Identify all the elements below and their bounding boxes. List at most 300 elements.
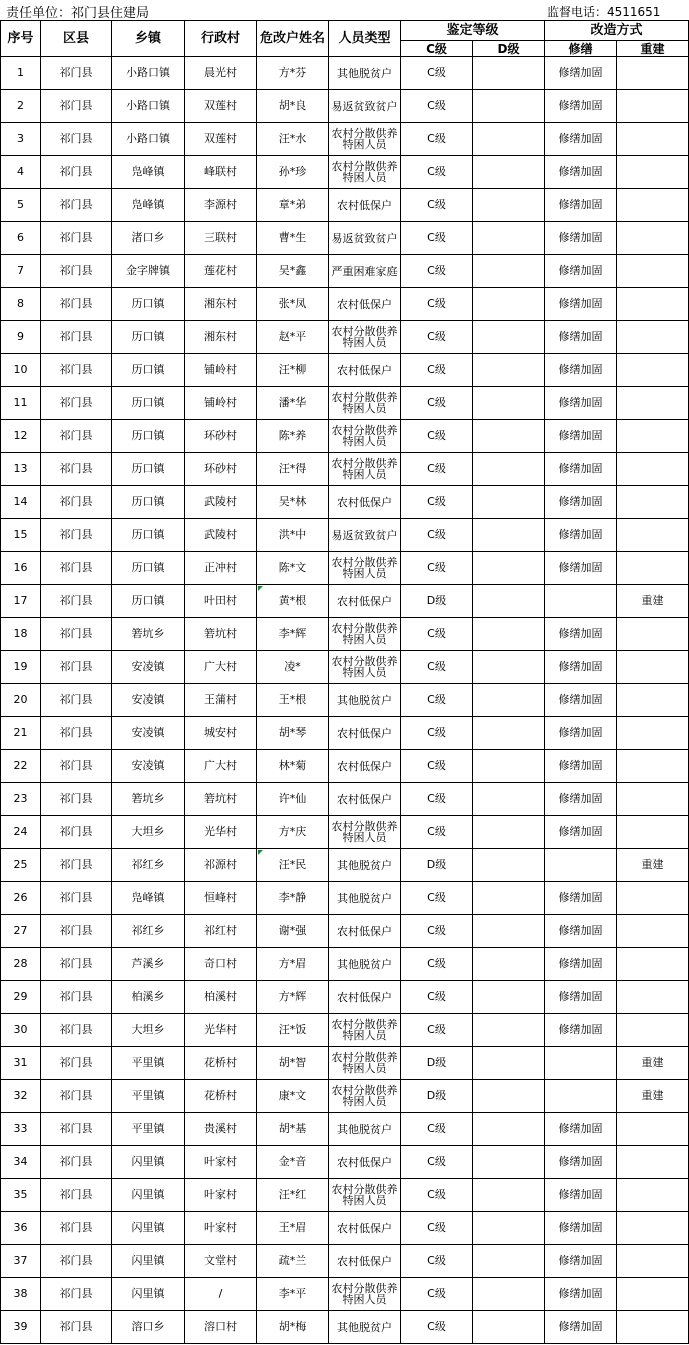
row-name: 汪*水 — [257, 123, 329, 156]
table-row — [1, 453, 689, 486]
table-row — [1, 156, 689, 189]
table-row — [1, 816, 689, 849]
row-repair: 修缮加固 — [545, 651, 617, 684]
table-row — [1, 90, 689, 123]
row-person-type: 农村低保户 — [329, 288, 401, 321]
row-grade-d — [473, 1080, 545, 1113]
table-row — [1, 1014, 689, 1047]
row-county: 祁门县 — [41, 453, 112, 486]
row-rebuild — [617, 1179, 689, 1212]
row-grade-d — [473, 1179, 545, 1212]
row-grade-d — [473, 1113, 545, 1146]
row-repair: 修缮加固 — [545, 90, 617, 123]
row-rebuild — [617, 387, 689, 420]
row-village: 湘东村 — [185, 288, 257, 321]
row-person-type: 农村分散供养特困人员 — [329, 1080, 401, 1113]
row-name: 李*辉 — [257, 618, 329, 651]
row-repair — [545, 849, 617, 882]
row-village: 叶家村 — [185, 1179, 257, 1212]
row-seq: 32 — [1, 1080, 41, 1113]
row-village: 武陵村 — [185, 486, 257, 519]
row-town: 箬坑乡 — [112, 783, 185, 816]
table-row — [1, 750, 689, 783]
row-seq: 18 — [1, 618, 41, 651]
row-county: 祁门县 — [41, 519, 112, 552]
row-grade-c: C级 — [401, 1278, 473, 1311]
row-county: 祁门县 — [41, 354, 112, 387]
row-county: 祁门县 — [41, 1014, 112, 1047]
row-rebuild — [617, 354, 689, 387]
row-county: 祁门县 — [41, 750, 112, 783]
row-repair: 修缮加固 — [545, 552, 617, 585]
row-person-type: 其他脱贫户 — [329, 684, 401, 717]
table-row — [1, 1278, 689, 1311]
row-county: 祁门县 — [41, 948, 112, 981]
row-county: 祁门县 — [41, 684, 112, 717]
row-grade-c: C级 — [401, 453, 473, 486]
row-person-type: 农村低保户 — [329, 783, 401, 816]
row-seq: 13 — [1, 453, 41, 486]
row-name: 陈*养 — [257, 420, 329, 453]
table-row — [1, 618, 689, 651]
table-row — [1, 189, 689, 222]
row-grade-d — [473, 222, 545, 255]
row-grade-d — [473, 849, 545, 882]
row-grade-c: C级 — [401, 816, 473, 849]
row-name: 胡*梅 — [257, 1311, 329, 1344]
row-grade-c: C级 — [401, 651, 473, 684]
row-name: 胡*智 — [257, 1047, 329, 1080]
row-person-type: 农村分散供养特困人员 — [329, 1179, 401, 1212]
row-village: 莲花村 — [185, 255, 257, 288]
row-seq: 15 — [1, 519, 41, 552]
row-name: 吴*林 — [257, 486, 329, 519]
row-name: 胡*琴 — [257, 717, 329, 750]
row-grade-c: C级 — [401, 420, 473, 453]
row-grade-d — [473, 882, 545, 915]
row-county: 祁门县 — [41, 1080, 112, 1113]
row-village: 光华村 — [185, 1014, 257, 1047]
row-grade-d — [473, 57, 545, 90]
row-county: 祁门县 — [41, 255, 112, 288]
row-town: 闪里镇 — [112, 1179, 185, 1212]
row-person-type: 农村分散供养特困人员 — [329, 651, 401, 684]
row-name: 洪*中 — [257, 519, 329, 552]
table-row — [1, 882, 689, 915]
row-repair: 修缮加固 — [545, 156, 617, 189]
row-village: / — [185, 1278, 257, 1311]
row-rebuild — [617, 552, 689, 585]
row-seq: 17 — [1, 585, 41, 618]
row-grade-d — [473, 651, 545, 684]
row-grade-c: C级 — [401, 189, 473, 222]
row-county: 祁门县 — [41, 882, 112, 915]
row-grade-d — [473, 717, 545, 750]
row-seq: 31 — [1, 1047, 41, 1080]
renovation-table — [0, 20, 689, 1344]
row-repair: 修缮加固 — [545, 255, 617, 288]
col-rebuild: 重建 — [617, 41, 689, 57]
table-row — [1, 387, 689, 420]
row-repair: 修缮加固 — [545, 420, 617, 453]
row-name: 方*庆 — [257, 816, 329, 849]
row-rebuild — [617, 651, 689, 684]
table-row — [1, 849, 689, 882]
row-seq: 37 — [1, 1245, 41, 1278]
row-grade-d — [473, 948, 545, 981]
row-grade-d — [473, 387, 545, 420]
row-county: 祁门县 — [41, 1113, 112, 1146]
row-town: 小路口镇 — [112, 57, 185, 90]
row-grade-d — [473, 156, 545, 189]
row-grade-c: D级 — [401, 849, 473, 882]
row-village: 祁红村 — [185, 915, 257, 948]
row-village: 叶家村 — [185, 1146, 257, 1179]
row-village: 铺岭村 — [185, 387, 257, 420]
row-town: 安凌镇 — [112, 684, 185, 717]
row-seq: 20 — [1, 684, 41, 717]
row-name: 李*静 — [257, 882, 329, 915]
row-grade-d — [473, 288, 545, 321]
row-name: 张*凤 — [257, 288, 329, 321]
table-row — [1, 255, 689, 288]
row-repair: 修缮加固 — [545, 684, 617, 717]
row-rebuild — [617, 1278, 689, 1311]
col-seq: 序号 — [1, 21, 41, 57]
row-repair: 修缮加固 — [545, 189, 617, 222]
row-person-type: 其他脱贫户 — [329, 1113, 401, 1146]
row-name: 胡*基 — [257, 1113, 329, 1146]
row-county: 祁门县 — [41, 90, 112, 123]
row-county: 祁门县 — [41, 222, 112, 255]
row-village: 铺岭村 — [185, 354, 257, 387]
row-seq: 28 — [1, 948, 41, 981]
row-town: 溶口乡 — [112, 1311, 185, 1344]
row-county: 祁门县 — [41, 915, 112, 948]
row-grade-c: D级 — [401, 1047, 473, 1080]
row-rebuild — [617, 519, 689, 552]
row-grade-c: C级 — [401, 552, 473, 585]
row-repair — [545, 1047, 617, 1080]
table-row — [1, 981, 689, 1014]
row-name: 汪*民 — [257, 849, 329, 882]
row-repair: 修缮加固 — [545, 453, 617, 486]
row-county: 祁门县 — [41, 1146, 112, 1179]
row-town: 金字牌镇 — [112, 255, 185, 288]
row-grade-c: C级 — [401, 618, 473, 651]
row-county: 祁门县 — [41, 1047, 112, 1080]
row-grade-d — [473, 816, 545, 849]
row-seq: 12 — [1, 420, 41, 453]
row-seq: 29 — [1, 981, 41, 1014]
row-town: 历口镇 — [112, 288, 185, 321]
row-county: 祁门县 — [41, 552, 112, 585]
row-rebuild — [617, 1212, 689, 1245]
row-rebuild: 重建 — [617, 1047, 689, 1080]
row-seq: 26 — [1, 882, 41, 915]
row-grade-d — [473, 981, 545, 1014]
table-row — [1, 1047, 689, 1080]
row-person-type: 农村低保户 — [329, 585, 401, 618]
row-rebuild — [617, 1146, 689, 1179]
row-village: 环砂村 — [185, 420, 257, 453]
row-village: 贵溪村 — [185, 1113, 257, 1146]
row-repair: 修缮加固 — [545, 1245, 617, 1278]
row-village: 柏溪村 — [185, 981, 257, 1014]
row-rebuild: 重建 — [617, 1080, 689, 1113]
row-town: 柏溪乡 — [112, 981, 185, 1014]
row-village: 李源村 — [185, 189, 257, 222]
row-county: 祁门县 — [41, 420, 112, 453]
col-person-type: 人员类型 — [329, 21, 401, 57]
row-town: 历口镇 — [112, 420, 185, 453]
row-county: 祁门县 — [41, 783, 112, 816]
row-person-type: 易返贫致贫户 — [329, 90, 401, 123]
row-rebuild — [617, 156, 689, 189]
row-town: 历口镇 — [112, 585, 185, 618]
row-grade-c: C级 — [401, 123, 473, 156]
row-rebuild — [617, 321, 689, 354]
row-town: 渚口乡 — [112, 222, 185, 255]
row-grade-d — [473, 321, 545, 354]
row-rebuild — [617, 486, 689, 519]
row-seq: 11 — [1, 387, 41, 420]
row-seq: 25 — [1, 849, 41, 882]
row-village: 箬坑村 — [185, 783, 257, 816]
row-rebuild — [617, 684, 689, 717]
row-name: 赵*平 — [257, 321, 329, 354]
table-row — [1, 1179, 689, 1212]
row-town: 历口镇 — [112, 552, 185, 585]
row-grade-c: C级 — [401, 684, 473, 717]
row-repair: 修缮加固 — [545, 1014, 617, 1047]
row-person-type: 农村分散供养特困人员 — [329, 1047, 401, 1080]
row-grade-d — [473, 1212, 545, 1245]
row-village: 三联村 — [185, 222, 257, 255]
sheet-header — [0, 0, 689, 20]
row-person-type: 易返贫致贫户 — [329, 222, 401, 255]
row-town: 平里镇 — [112, 1047, 185, 1080]
row-seq: 6 — [1, 222, 41, 255]
row-repair: 修缮加固 — [545, 981, 617, 1014]
row-village: 双莲村 — [185, 90, 257, 123]
table-row — [1, 684, 689, 717]
row-seq: 8 — [1, 288, 41, 321]
row-seq: 7 — [1, 255, 41, 288]
row-rebuild — [617, 816, 689, 849]
row-town: 平里镇 — [112, 1080, 185, 1113]
row-grade-c: C级 — [401, 288, 473, 321]
row-village: 花桥村 — [185, 1047, 257, 1080]
row-village: 武陵村 — [185, 519, 257, 552]
row-rebuild: 重建 — [617, 585, 689, 618]
row-person-type: 农村低保户 — [329, 915, 401, 948]
row-town: 凫峰镇 — [112, 156, 185, 189]
row-seq: 21 — [1, 717, 41, 750]
row-rebuild — [617, 915, 689, 948]
row-town: 大坦乡 — [112, 816, 185, 849]
row-person-type: 农村分散供养特困人员 — [329, 1278, 401, 1311]
row-person-type: 严重困难家庭 — [329, 255, 401, 288]
row-town: 历口镇 — [112, 486, 185, 519]
row-grade-c: D级 — [401, 1080, 473, 1113]
row-name: 康*文 — [257, 1080, 329, 1113]
row-rebuild — [617, 189, 689, 222]
row-town: 历口镇 — [112, 321, 185, 354]
row-county: 祁门县 — [41, 618, 112, 651]
row-repair: 修缮加固 — [545, 618, 617, 651]
row-grade-c: C级 — [401, 915, 473, 948]
row-seq: 5 — [1, 189, 41, 222]
row-rebuild — [617, 618, 689, 651]
row-seq: 33 — [1, 1113, 41, 1146]
row-repair: 修缮加固 — [545, 816, 617, 849]
col-repair: 修缮 — [545, 41, 617, 57]
row-repair: 修缮加固 — [545, 915, 617, 948]
row-town: 历口镇 — [112, 354, 185, 387]
row-seq: 35 — [1, 1179, 41, 1212]
row-repair: 修缮加固 — [545, 783, 617, 816]
table-row — [1, 651, 689, 684]
row-grade-c: C级 — [401, 387, 473, 420]
row-seq: 38 — [1, 1278, 41, 1311]
row-town: 历口镇 — [112, 453, 185, 486]
row-grade-d — [473, 1278, 545, 1311]
row-town: 闪里镇 — [112, 1212, 185, 1245]
row-repair: 修缮加固 — [545, 222, 617, 255]
table-row — [1, 717, 689, 750]
row-town: 历口镇 — [112, 519, 185, 552]
row-person-type: 农村低保户 — [329, 486, 401, 519]
row-name: 孙*珍 — [257, 156, 329, 189]
row-repair: 修缮加固 — [545, 1179, 617, 1212]
table-row — [1, 420, 689, 453]
row-county: 祁门县 — [41, 57, 112, 90]
row-name: 吴*鑫 — [257, 255, 329, 288]
row-name: 曹*生 — [257, 222, 329, 255]
row-name: 汪*红 — [257, 1179, 329, 1212]
row-grade-d — [473, 189, 545, 222]
row-person-type: 农村分散供养特困人员 — [329, 321, 401, 354]
row-grade-c: C级 — [401, 783, 473, 816]
row-rebuild — [617, 1311, 689, 1344]
row-repair: 修缮加固 — [545, 1278, 617, 1311]
row-grade-d — [473, 1311, 545, 1344]
row-grade-d — [473, 453, 545, 486]
row-person-type: 农村低保户 — [329, 189, 401, 222]
row-rebuild — [617, 948, 689, 981]
row-village: 花桥村 — [185, 1080, 257, 1113]
row-person-type: 农村低保户 — [329, 750, 401, 783]
table-row — [1, 1245, 689, 1278]
row-seq: 9 — [1, 321, 41, 354]
row-grade-d — [473, 519, 545, 552]
row-town: 安凌镇 — [112, 717, 185, 750]
row-seq: 24 — [1, 816, 41, 849]
table-row — [1, 1212, 689, 1245]
row-county: 祁门县 — [41, 849, 112, 882]
row-rebuild — [617, 1113, 689, 1146]
row-rebuild — [617, 255, 689, 288]
table-row — [1, 519, 689, 552]
row-rebuild — [617, 57, 689, 90]
row-village: 双莲村 — [185, 123, 257, 156]
row-name: 方*辉 — [257, 981, 329, 1014]
col-county: 区县 — [41, 21, 112, 57]
row-grade-d — [473, 783, 545, 816]
table-row — [1, 1080, 689, 1113]
row-grade-c: C级 — [401, 1014, 473, 1047]
table-row — [1, 1113, 689, 1146]
row-village: 恒峰村 — [185, 882, 257, 915]
row-village: 正冲村 — [185, 552, 257, 585]
row-town: 安凌镇 — [112, 651, 185, 684]
row-name: 许*仙 — [257, 783, 329, 816]
row-repair: 修缮加固 — [545, 321, 617, 354]
table-row — [1, 321, 689, 354]
row-county: 祁门县 — [41, 123, 112, 156]
row-village: 广大村 — [185, 651, 257, 684]
row-grade-c: C级 — [401, 750, 473, 783]
row-grade-d — [473, 585, 545, 618]
row-grade-c: D级 — [401, 585, 473, 618]
table-row — [1, 222, 689, 255]
row-repair: 修缮加固 — [545, 717, 617, 750]
row-town: 箬坑乡 — [112, 618, 185, 651]
row-town: 闪里镇 — [112, 1278, 185, 1311]
row-person-type: 农村低保户 — [329, 1212, 401, 1245]
row-repair: 修缮加固 — [545, 123, 617, 156]
row-county: 祁门县 — [41, 1278, 112, 1311]
responsible-unit: 责任单位：祁门县住建局 — [6, 6, 150, 21]
row-town: 芦溪乡 — [112, 948, 185, 981]
row-repair: 修缮加固 — [545, 1311, 617, 1344]
row-seq: 4 — [1, 156, 41, 189]
col-name: 危改户姓名 — [257, 21, 329, 57]
row-county: 祁门县 — [41, 717, 112, 750]
col-grade-c: C级 — [401, 41, 473, 57]
row-seq: 34 — [1, 1146, 41, 1179]
row-repair — [545, 585, 617, 618]
row-town: 凫峰镇 — [112, 882, 185, 915]
row-rebuild — [617, 981, 689, 1014]
row-grade-d — [473, 1047, 545, 1080]
row-person-type: 农村分散供养特困人员 — [329, 816, 401, 849]
row-name: 疏*兰 — [257, 1245, 329, 1278]
row-person-type: 农村分散供养特困人员 — [329, 387, 401, 420]
row-rebuild — [617, 420, 689, 453]
row-repair: 修缮加固 — [545, 288, 617, 321]
row-name: 王*眉 — [257, 1212, 329, 1245]
row-person-type: 农村分散供养特困人员 — [329, 1014, 401, 1047]
row-town: 凫峰镇 — [112, 189, 185, 222]
row-town: 小路口镇 — [112, 90, 185, 123]
row-grade-c: C级 — [401, 981, 473, 1014]
row-grade-d — [473, 1245, 545, 1278]
row-seq: 19 — [1, 651, 41, 684]
row-repair: 修缮加固 — [545, 57, 617, 90]
row-grade-c: C级 — [401, 1146, 473, 1179]
comment-marker — [258, 586, 263, 591]
col-grade-d: D级 — [473, 41, 545, 57]
row-grade-d — [473, 1014, 545, 1047]
row-rebuild — [617, 453, 689, 486]
row-county: 祁门县 — [41, 1212, 112, 1245]
row-person-type: 其他脱贫户 — [329, 1311, 401, 1344]
row-village: 叶田村 — [185, 585, 257, 618]
row-village: 奇口村 — [185, 948, 257, 981]
row-county: 祁门县 — [41, 981, 112, 1014]
